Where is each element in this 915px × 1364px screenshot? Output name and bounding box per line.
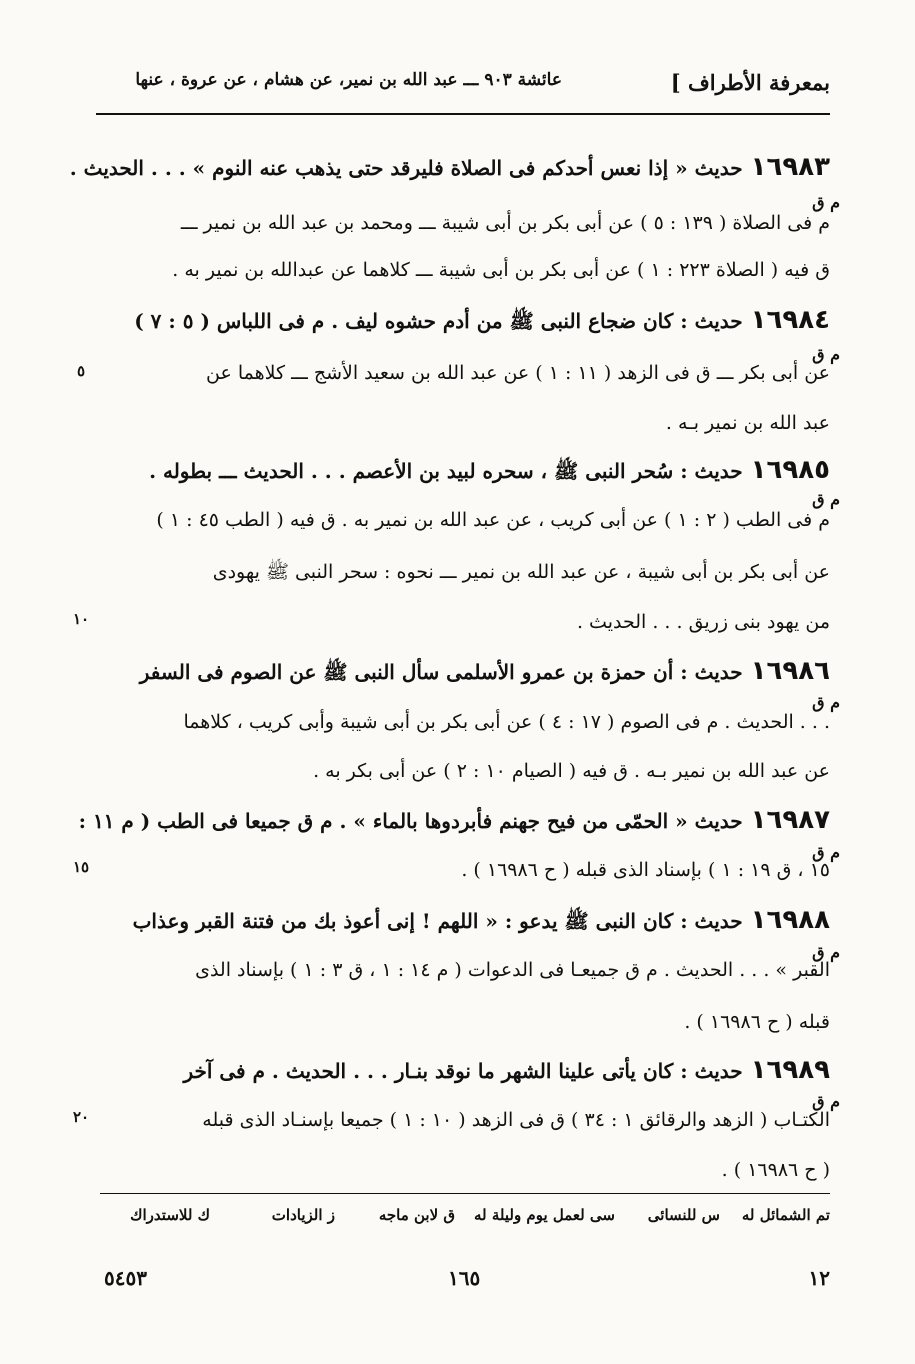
entry-16985-line-1: ١٦٩٨٥حديث : سُحر النبى ﷺ ، سحره لبيد بن الأعصم . . . الحديث ـــ بطوله . [149,455,830,485]
entry-16988-line-2: القبر » . . . الحديث . م ق جميعـا فى الدعوات ( م ١٤ : ١ ، ق ٣ : ١ ) بإسناد الذى [195,959,830,981]
entry-16985-line-3: عن أبى بكر بن أبى شيبة ، عن عبد الله بن نمير ـــ نحوه : سحر النبى ﷺ يهودى [212,561,830,583]
entry-16986-sigla: م ق [812,693,840,712]
page-footer [96,1266,830,1296]
entry-16989-line-1: ١٦٩٨٩حديث : كان يأتى علينا الشهر ما نوقد بنـار . . . الحديث . م فى آخر [183,1055,830,1085]
entry-16986-line-3: عن عبد الله بن نمير بـه . ق فيه ( الصيام ١٠ : ٢ ) عن أبى بكر به . [313,760,830,782]
entry-16984-line-2: عن أبى بكر ـــ ق فى الزهد ( ١١ : ١ ) عن عبد الله بن سعيد الأشج ـــ كلاهما عن [206,362,830,384]
entry-16985-line-4: من يهود بنى زريق . . . الحديث . [576,611,830,633]
entry-16986-line-2: . . . الحديث . م فى الصوم ( ١٧ : ٤ ) عن أبى بكر بن أبى شيبة وأبى كريب ، كلاهما [183,711,830,733]
legend-item: تم الشمائل له [741,1206,830,1224]
hadith-number: ١٦٩٨٣ [750,152,830,182]
entry-16988-line-3: قبله ( ح ١٦٩٨٦ ) . [684,1011,830,1033]
margin-line-number-10: ١٠ [72,610,90,628]
entry-16989-line-2: الكتـاب ( الزهد والرقائق ١ : ٣٤ ) ق فى الزهد ( ١٠ : ١ ) جميعا بإسنـاد الذى قبله [202,1109,830,1131]
entry-16989-line-3: ( ح ١٦٩٨٦ ) . [721,1159,830,1181]
header-rule [96,113,830,115]
entry-16984-sigla: م ق [812,345,840,364]
entry-16985-line-2: م فى الطب ( ٢ : ١ ) عن أبى كريب ، عن عبد الله بن نمير به . ق فيه ( الطب ٤٥ : ١ ) [156,509,830,531]
header-chain: عائشة ٩٠٣ ـــ عبد الله بن نمير، عن هشام ، عن عروة ، عنها [135,70,562,90]
entry-16984-line-1: ١٦٩٨٤حديث : كان ضجاع النبى ﷺ من أدم حشوه ليف . م فى اللباس ( ٥ : ٧ ) [134,305,830,335]
entry-16987-line-2: ١٥ ، ق ١٩ : ١ ) بإسناد الذى قبله ( ح ١٦٩٨٦ ) . [461,859,830,881]
entry-16987-sigla: م ق [812,843,840,862]
entry-16988-sigla: م ق [812,943,840,962]
sigla-legend [96,1206,830,1234]
legend-item: ق لابن ماجه [378,1206,455,1224]
entry-16985-sigla: م ق [812,490,840,509]
volume-number: ١٢ [808,1266,830,1290]
legend-item: سى لعمل يوم وليلة له [474,1206,615,1224]
entry-16983-line-3: ق فيه ( الصلاة ٢٢٣ : ١ ) عن أبى بكر بن أبى شيبة ـــ كلاهما عن عبدالله بن نمير به . [172,259,830,281]
entry-16989-sigla: م ق [812,1092,840,1111]
margin-line-number-5: ٥ [76,362,86,380]
page-number: ١٦٥ [448,1266,481,1290]
legend-item: ز الزيادات [271,1206,335,1224]
entry-16983-line-2: م فى الصلاة ( ١٣٩ : ٥ ) عن أبى بكر بن أبى شيبة ـــ ومحمد بن عبد الله بن نمير ـــ [180,212,830,234]
footer-rule [100,1193,830,1194]
entry-16984-line-3: عبد الله بن نمير بـه . [665,412,830,434]
entry-16983-sigla: م ق [812,193,840,212]
entry-16988-line-1: ١٦٩٨٨حديث : كان النبى ﷺ يدعو : « اللهم ! إنى أعوذ بك من فتنة القبر وعذاب [132,905,830,935]
margin-line-number-20: ٢٠ [72,1108,90,1126]
running-header [96,70,830,110]
entry-16987-line-1: ١٦٩٨٧حديث « الحمّى من فيح جهنم فأبردوها بالماء » . م ق جميعا فى الطب ( م ١١ : [78,805,830,835]
entry-16983-line-1: ١٦٩٨٣حديث « إذا نعس أحدكم فى الصلاة فليرقد حتى يذهب عنه النوم » . . . الحديث . [69,152,830,182]
legend-item: س للنسائى [647,1206,720,1224]
legend-item: ك للاستدراك [130,1206,210,1224]
entry-16986-line-1: ١٦٩٨٦حديث : أن حمزة بن عمرو الأسلمى سأل النبى ﷺ عن الصوم فى السفر [139,656,830,686]
header-title: بمعرفة الأطراف ] [670,70,830,95]
running-total: ٥٤٥٣ [104,1266,147,1290]
margin-line-number-15: ١٥ [72,858,90,876]
